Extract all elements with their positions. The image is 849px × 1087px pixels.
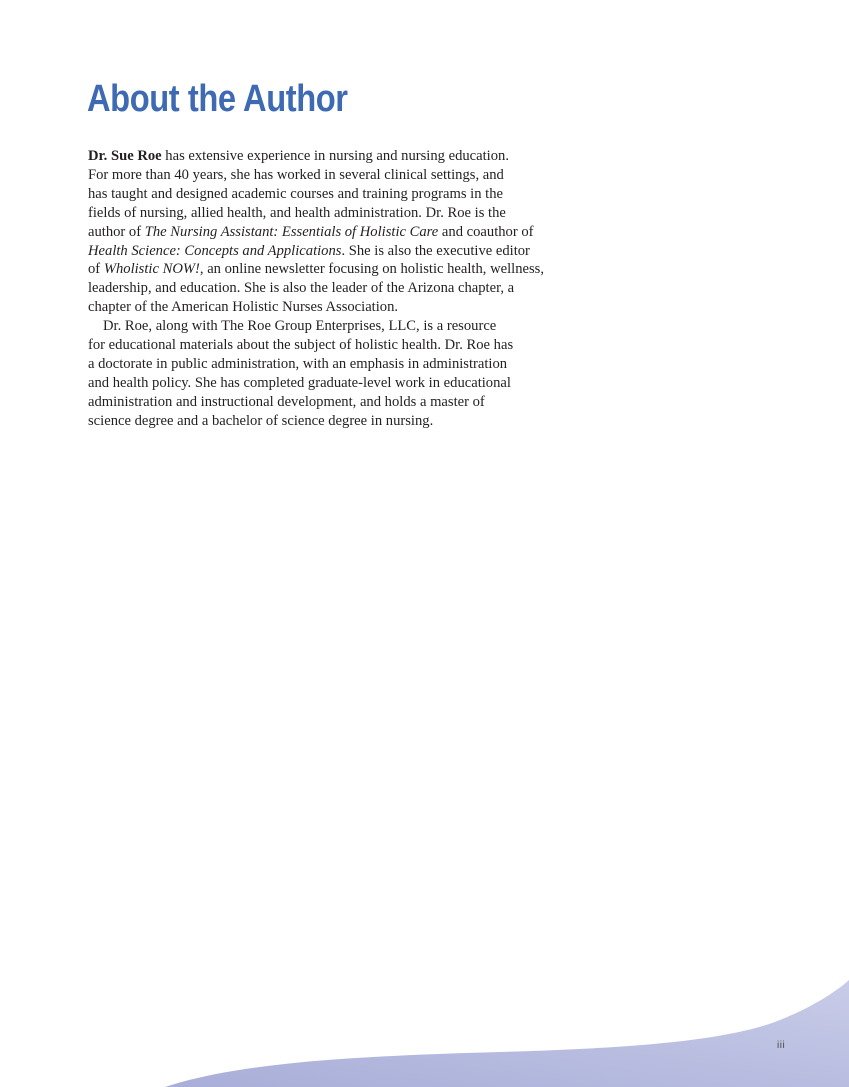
bio-line: chapter of the American Holistic Nurses Association. (88, 299, 399, 316)
newsletter-title: Wholistic NOW! (103, 261, 200, 278)
bio-line: administration and instructional development, and holds a master of (88, 393, 485, 410)
bio-line: and health policy. She has completed graduate-level work in educational (88, 374, 511, 391)
bio-line: author of The Nursing Assistant: Essentials of Holistic Care and coauthor of (88, 223, 534, 240)
bio-paragraph-1 (88, 147, 558, 317)
bio-line: of Wholistic NOW!, an online newsletter focusing on holistic health, wellness, (88, 261, 544, 278)
bio-line: a doctorate in public administration, with an emphasis in administration (88, 355, 508, 372)
book-title: Health Science: Concepts and Applications (88, 242, 342, 259)
book-title: The Nursing Assistant: Essentials of Holistic Care (144, 223, 439, 240)
bio-line: science degree and a bachelor of science degree in nursing. (88, 412, 434, 429)
bio-line: Dr. Sue Roe has extensive experience in nursing and nursing education. (88, 148, 509, 164)
bio-line: has taught and designed academic courses and training programs in the (88, 185, 503, 202)
bio-line: Dr. Roe, along with The Roe Group Enterprises, LLC, is a resource (103, 318, 497, 335)
bio-line: fields of nursing, allied health, and health administration. Dr. Roe is the (88, 204, 506, 221)
page-number: iii (777, 1040, 786, 1051)
bio-line: Health Science: Concepts and Applications. She is also the executive editor (88, 242, 530, 259)
page-title: About the Author (87, 78, 348, 120)
bio-line: for educational materials about the subject of holistic health. Dr. Roe has (88, 337, 514, 354)
bio-line: For more than 40 years, she has worked in several clinical settings, and (88, 166, 504, 183)
author-name: Dr. Sue Roe (88, 148, 162, 164)
bio-line: leadership, and education. She is also the leader of the Arizona chapter, a (88, 280, 515, 297)
bio-paragraph-2 (88, 317, 558, 430)
author-bio (88, 147, 558, 431)
